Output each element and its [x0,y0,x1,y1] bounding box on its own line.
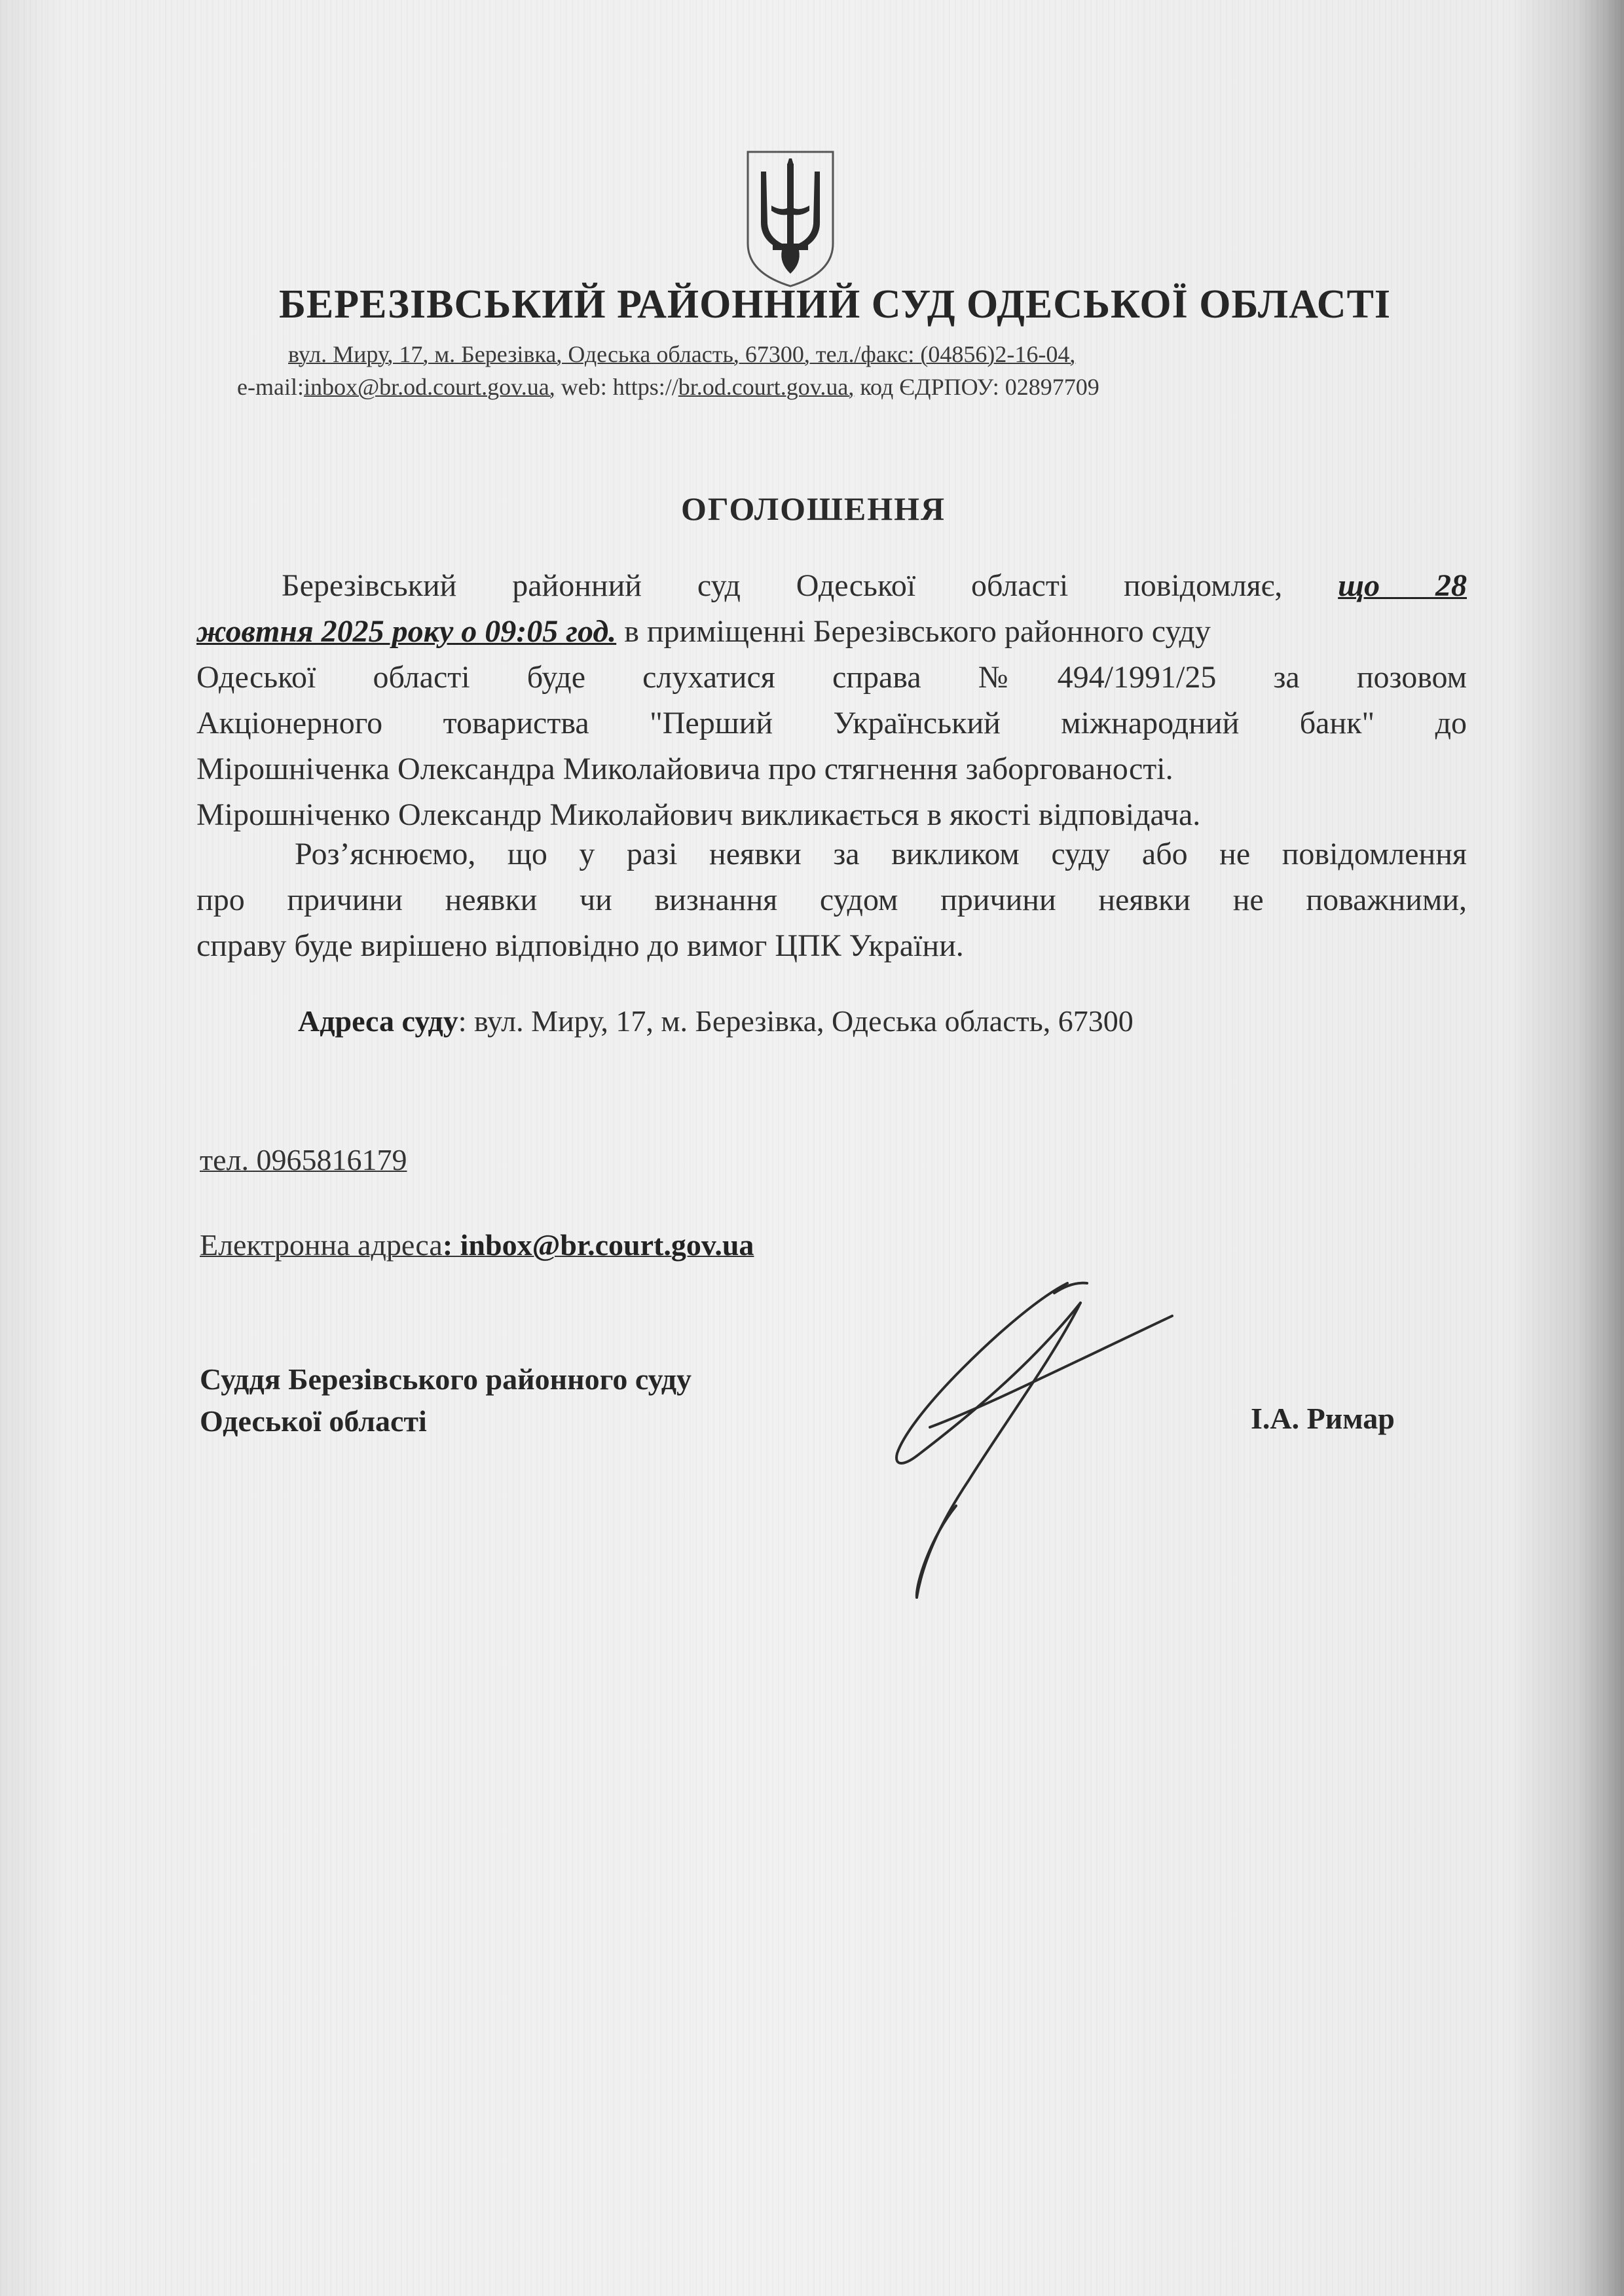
judge-position [200,1358,692,1442]
court-email-link[interactable]: inbox@br.od.court.gov.ua, [303,374,555,400]
hearing-date-part1: що 28 [1338,568,1467,603]
court-address-line [298,1004,1134,1038]
notice-text: в приміщенні Березівського районного суду [616,614,1211,649]
judge-position-line-2: Одеської області [200,1404,427,1438]
judge-position-line-1: Суддя Березівського районного суду [200,1362,692,1396]
court-address: вул. Миру, 17, м. Березівка, Одеська область, 67300, тел./факс: (04856)2-16-04, [288,341,1076,367]
address-value: : вул. Миру, 17, м. Березівка, Одеська область, 67300 [458,1004,1134,1038]
notice-line-9: справу буде вирішено відповідно до вимог ЦПК України. [196,928,964,963]
notice-heading: ОГОЛОШЕННЯ [681,490,946,527]
handwritten-signature-icon [832,1257,1198,1624]
contact-email-link[interactable]: : inbox@br.court.gov.ua [442,1228,754,1262]
notice-line-2 [196,609,1467,655]
court-contacts [237,373,1099,401]
contact-phone[interactable]: тел. 0965816179 [200,1143,407,1176]
notice-line-7: Роз’яснюємо, що у разі неявки за викликом суду або не повідомлення [295,837,1467,871]
court-website-link[interactable]: br.od.court.gov.ua, [678,374,855,400]
email-prefix: e-mail: [237,374,304,400]
email-label: Електронна адреса [200,1228,443,1262]
notice-line-5: Мірошніченка Олександра Миколайовича про стягнення заборгованості. [196,752,1173,786]
notice-line-8: про причини неявки чи визнання судом причини неявки не поважними, [196,883,1467,917]
scan-edge-shadow [1578,0,1624,2296]
trident-emblem-icon [741,145,840,289]
hearing-date-part2: жовтня 2025 року о 09:05 год. [196,614,617,649]
notice-line-3: Одеської області буде слухатися справа №494/1991/25 за позовом [196,660,1467,695]
court-name: БЕРЕЗІВСЬКИЙ РАЙОННИЙ СУД ОДЕСЬКОЇ ОБЛАСТІ [278,282,1392,327]
notice-line-6: Мірошніченко Олександр Миколайович викликається в якості відповідача. [196,797,1201,832]
notice-line-1 [282,563,1467,609]
web-prefix: web: https:// [555,374,678,400]
notice-line-4: Акціонерного товариства "Перший Український міжнародний банк" до [196,706,1467,740]
judge-name: І.А. Римар [1251,1402,1395,1435]
contact-email-line [200,1228,754,1262]
notice-text: Березівський районний суд Одеської області повідомляє, [282,568,1283,603]
address-label: Адреса суду [298,1004,458,1038]
edrpou-code: код ЄДРПОУ: 02897709 [854,374,1099,400]
